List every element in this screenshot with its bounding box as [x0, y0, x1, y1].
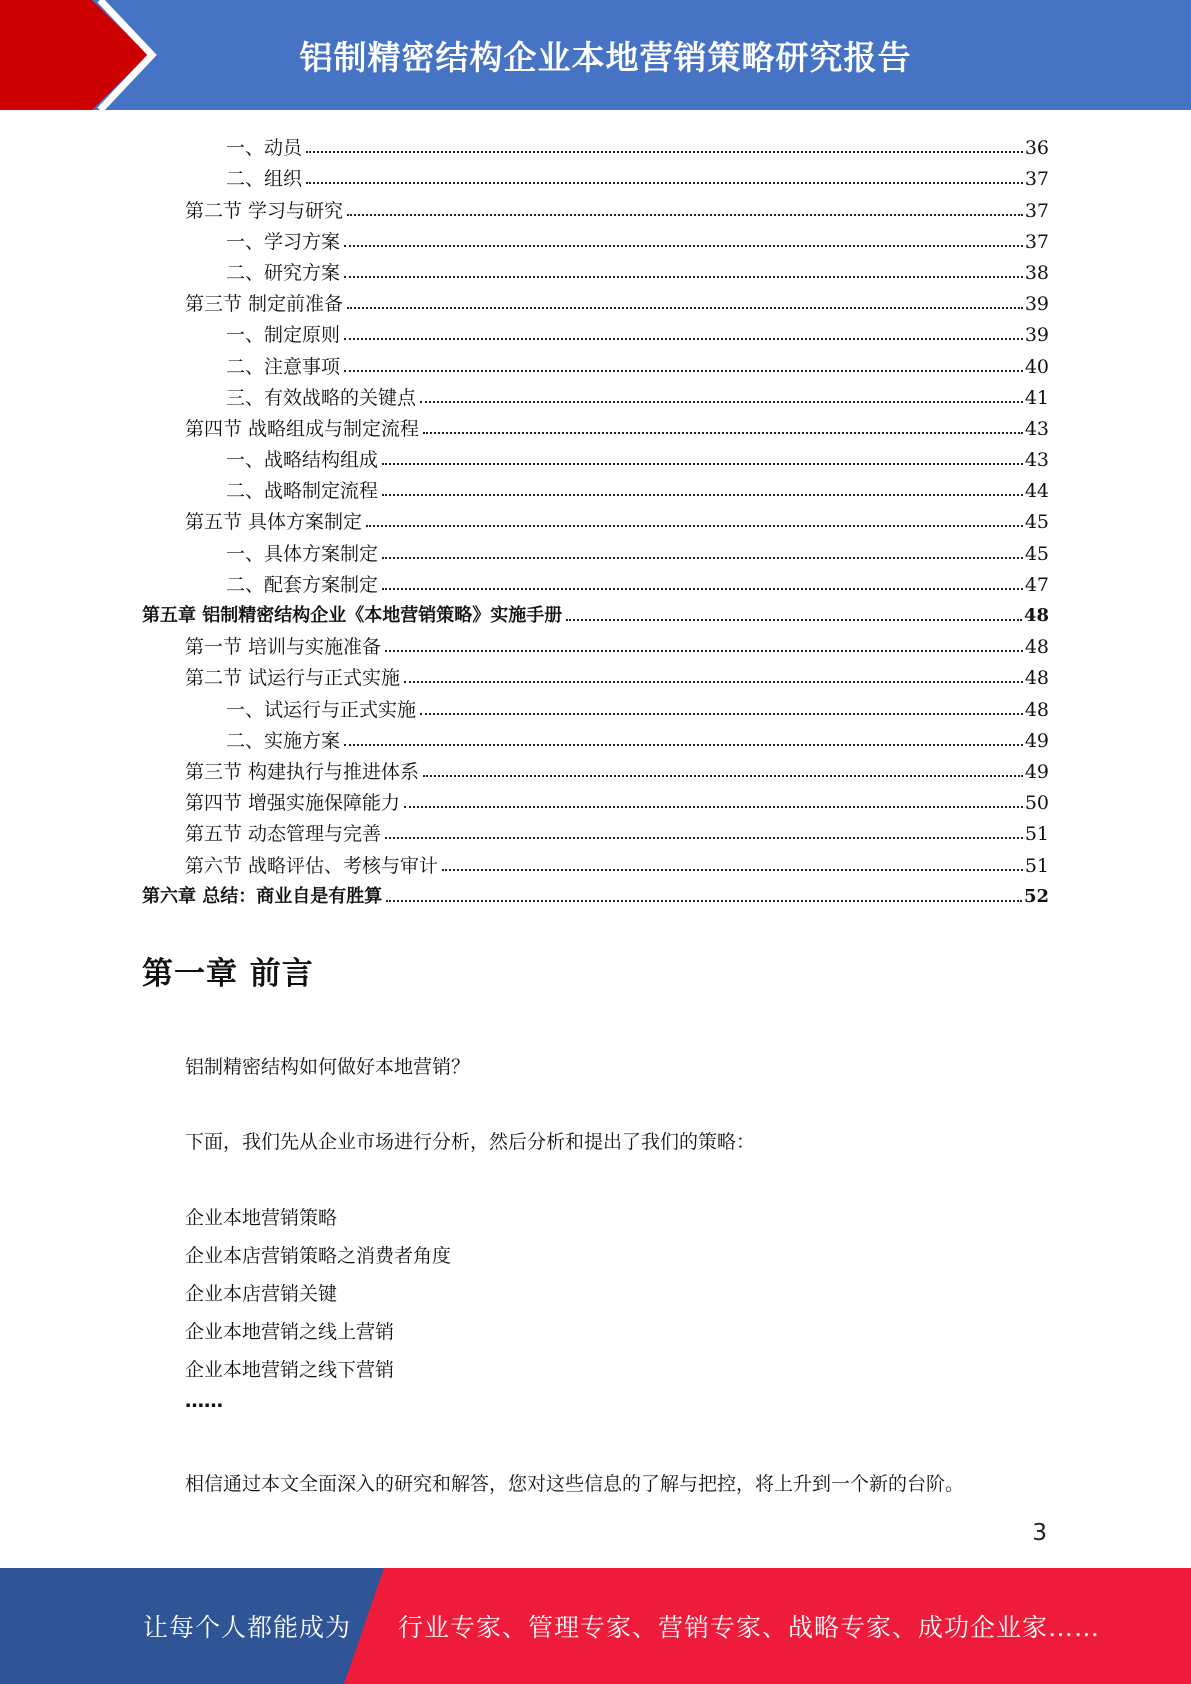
toc-dot-leader [344, 370, 1023, 372]
report-title: 铝制精密结构企业本地营销策略研究报告 [299, 37, 912, 77]
toc-section-entry[interactable] [0, 658, 1049, 689]
toc-entry-page: 52 [1023, 885, 1049, 907]
toc-subsection-entry[interactable] [0, 721, 1049, 752]
toc-entry-page: 37 [1024, 230, 1049, 253]
toc-entry-page: 41 [1024, 386, 1049, 409]
toc-dot-leader [385, 837, 1023, 839]
toc-subsection-entry[interactable] [0, 346, 1049, 377]
toc-section-entry[interactable] [0, 845, 1049, 876]
toc-entry-page: 36 [1024, 137, 1049, 160]
toc-dot-leader [404, 806, 1023, 808]
toc-dot-leader [382, 463, 1023, 465]
toc-entry-label: 二、研究方案 [226, 261, 341, 284]
toc-entry-page: 47 [1024, 573, 1049, 596]
toc-section-entry[interactable] [0, 284, 1049, 315]
toc-subsection-entry[interactable] [0, 440, 1049, 471]
toc-entry-label: 第五章 铝制精密结构企业《本地营销策略》实施手册 [142, 605, 563, 626]
toc-subsection-entry[interactable] [0, 222, 1049, 253]
toc-section-entry[interactable] [0, 627, 1049, 658]
toc-subsection-entry[interactable] [0, 565, 1049, 596]
toc-entry-page: 37 [1024, 199, 1049, 222]
toc-section-entry[interactable] [0, 190, 1049, 221]
toc-entry-label: 第四节 增强实施保障能力 [185, 792, 401, 815]
toc-dot-leader [420, 713, 1023, 715]
toc-section-entry[interactable] [0, 783, 1049, 814]
toc-dot-leader [442, 869, 1023, 871]
table-of-contents [0, 128, 1191, 908]
page-number: 3 [1032, 1520, 1047, 1546]
chapter-intro: 下面，我们先从企业市场进行分析，然后分析和提出了我们的策略： [185, 1131, 756, 1153]
toc-dot-leader [344, 338, 1023, 340]
toc-entry-page: 44 [1024, 480, 1049, 503]
toc-subsection-entry[interactable] [0, 689, 1049, 720]
toc-entry-page: 48 [1024, 636, 1049, 659]
toc-entry-label: 一、战略结构组成 [226, 449, 379, 472]
toc-dot-leader [386, 900, 1022, 902]
toc-subsection-entry[interactable] [0, 159, 1049, 190]
toc-section-entry[interactable] [0, 752, 1049, 783]
toc-entry-page: 48 [1024, 667, 1049, 690]
strategy-list-ellipsis: …… [185, 1390, 223, 1412]
toc-entry-label: 第三节 制定前准备 [185, 293, 344, 316]
toc-dot-leader [420, 401, 1023, 403]
toc-dot-leader [366, 525, 1023, 527]
toc-dot-leader [566, 619, 1022, 621]
toc-dot-leader [382, 588, 1023, 590]
toc-subsection-entry[interactable] [0, 315, 1049, 346]
toc-entry-page: 40 [1024, 355, 1049, 378]
toc-entry-page: 48 [1024, 698, 1049, 721]
toc-dot-leader [347, 307, 1023, 309]
toc-entry-page: 48 [1023, 605, 1049, 626]
chapter-question: 铝制精密结构如何做好本地营销？ [185, 1056, 471, 1078]
toc-entry-label: 第一节 培训与实施准备 [185, 636, 382, 659]
strategy-list-item: 企业本店营销策略之消费者角度 [185, 1245, 452, 1267]
toc-section-entry[interactable] [0, 502, 1049, 533]
chapter-closing: 相信通过本文全面深入的研究和解答，您对这些信息的了解与把控，将上升到一个新的台阶。 [185, 1473, 965, 1495]
toc-entry-label: 二、实施方案 [226, 729, 341, 752]
toc-entry-label: 第二节 试运行与正式实施 [185, 667, 401, 690]
toc-chapter-entry[interactable] [0, 596, 1049, 627]
toc-entry-label: 二、战略制定流程 [226, 480, 379, 503]
toc-subsection-entry[interactable] [0, 471, 1049, 502]
toc-dot-leader [347, 214, 1023, 216]
toc-chapter-entry[interactable] [0, 877, 1049, 908]
toc-entry-page: 45 [1024, 542, 1049, 565]
toc-entry-label: 一、具体方案制定 [226, 542, 379, 565]
strategy-list-item: 企业本地营销策略 [185, 1207, 338, 1229]
toc-dot-leader [404, 681, 1023, 683]
toc-section-entry[interactable] [0, 409, 1049, 440]
toc-dot-leader [382, 557, 1023, 559]
toc-entry-label: 第六节 战略评估、考核与审计 [185, 854, 439, 877]
header-banner [0, 0, 1191, 110]
toc-entry-page: 49 [1024, 729, 1049, 752]
toc-entry-label: 一、试运行与正式实施 [226, 698, 417, 721]
toc-entry-page: 51 [1024, 823, 1049, 846]
toc-entry-page: 43 [1024, 449, 1049, 472]
toc-entry-label: 第四节 战略组成与制定流程 [185, 417, 420, 440]
toc-entry-page: 43 [1024, 417, 1049, 440]
toc-dot-leader [306, 182, 1023, 184]
strategy-list-item: 企业本地营销之线上营销 [185, 1321, 395, 1343]
header-arrow-decoration [0, 0, 160, 110]
toc-entry-label: 二、配套方案制定 [226, 573, 379, 596]
toc-entry-page: 51 [1024, 854, 1049, 877]
toc-dot-leader [344, 744, 1023, 746]
toc-dot-leader [423, 432, 1023, 434]
toc-entry-page: 50 [1024, 792, 1049, 815]
toc-entry-label: 第三节 构建执行与推进体系 [185, 760, 420, 783]
toc-dot-leader [344, 276, 1023, 278]
toc-entry-page: 38 [1024, 261, 1049, 284]
strategy-list-item: 企业本地营销之线下营销 [185, 1359, 395, 1381]
toc-subsection-entry[interactable] [0, 253, 1049, 284]
strategy-list-item: 企业本店营销关键 [185, 1283, 338, 1305]
toc-entry-page: 49 [1024, 760, 1049, 783]
toc-entry-page: 37 [1024, 168, 1049, 191]
toc-dot-leader [382, 494, 1023, 496]
toc-entry-label: 第二节 学习与研究 [185, 199, 344, 222]
toc-entry-label: 第五节 具体方案制定 [185, 511, 363, 534]
toc-entry-label: 一、动员 [226, 137, 303, 160]
toc-entry-label: 第六章 总结：商业自是有胜算 [142, 885, 383, 907]
chapter-heading: 第一章 前言 [142, 956, 314, 992]
toc-subsection-entry[interactable] [0, 128, 1049, 159]
toc-section-entry[interactable] [0, 814, 1049, 845]
toc-subsection-entry[interactable] [0, 378, 1049, 409]
footer-slogan-right: 行业专家、管理专家、营销专家、战略专家、成功企业家…… [398, 1613, 1101, 1642]
toc-entry-label: 第五节 动态管理与完善 [185, 823, 382, 846]
toc-entry-label: 三、有效战略的关键点 [226, 386, 417, 409]
toc-entry-label: 二、注意事项 [226, 355, 341, 378]
toc-entry-page: 39 [1024, 324, 1049, 347]
footer-banner [0, 1568, 1191, 1684]
footer-slogan-left: 让每个人都能成为 [143, 1613, 352, 1642]
toc-entry-label: 一、制定原则 [226, 324, 341, 347]
toc-dot-leader [306, 151, 1023, 153]
toc-dot-leader [423, 775, 1023, 777]
toc-entry-page: 45 [1024, 511, 1049, 534]
toc-entry-label: 一、学习方案 [226, 230, 341, 253]
toc-dot-leader [385, 650, 1023, 652]
toc-subsection-entry[interactable] [0, 533, 1049, 564]
toc-dot-leader [344, 245, 1023, 247]
toc-entry-label: 二、组织 [226, 168, 303, 191]
toc-entry-page: 39 [1024, 293, 1049, 316]
